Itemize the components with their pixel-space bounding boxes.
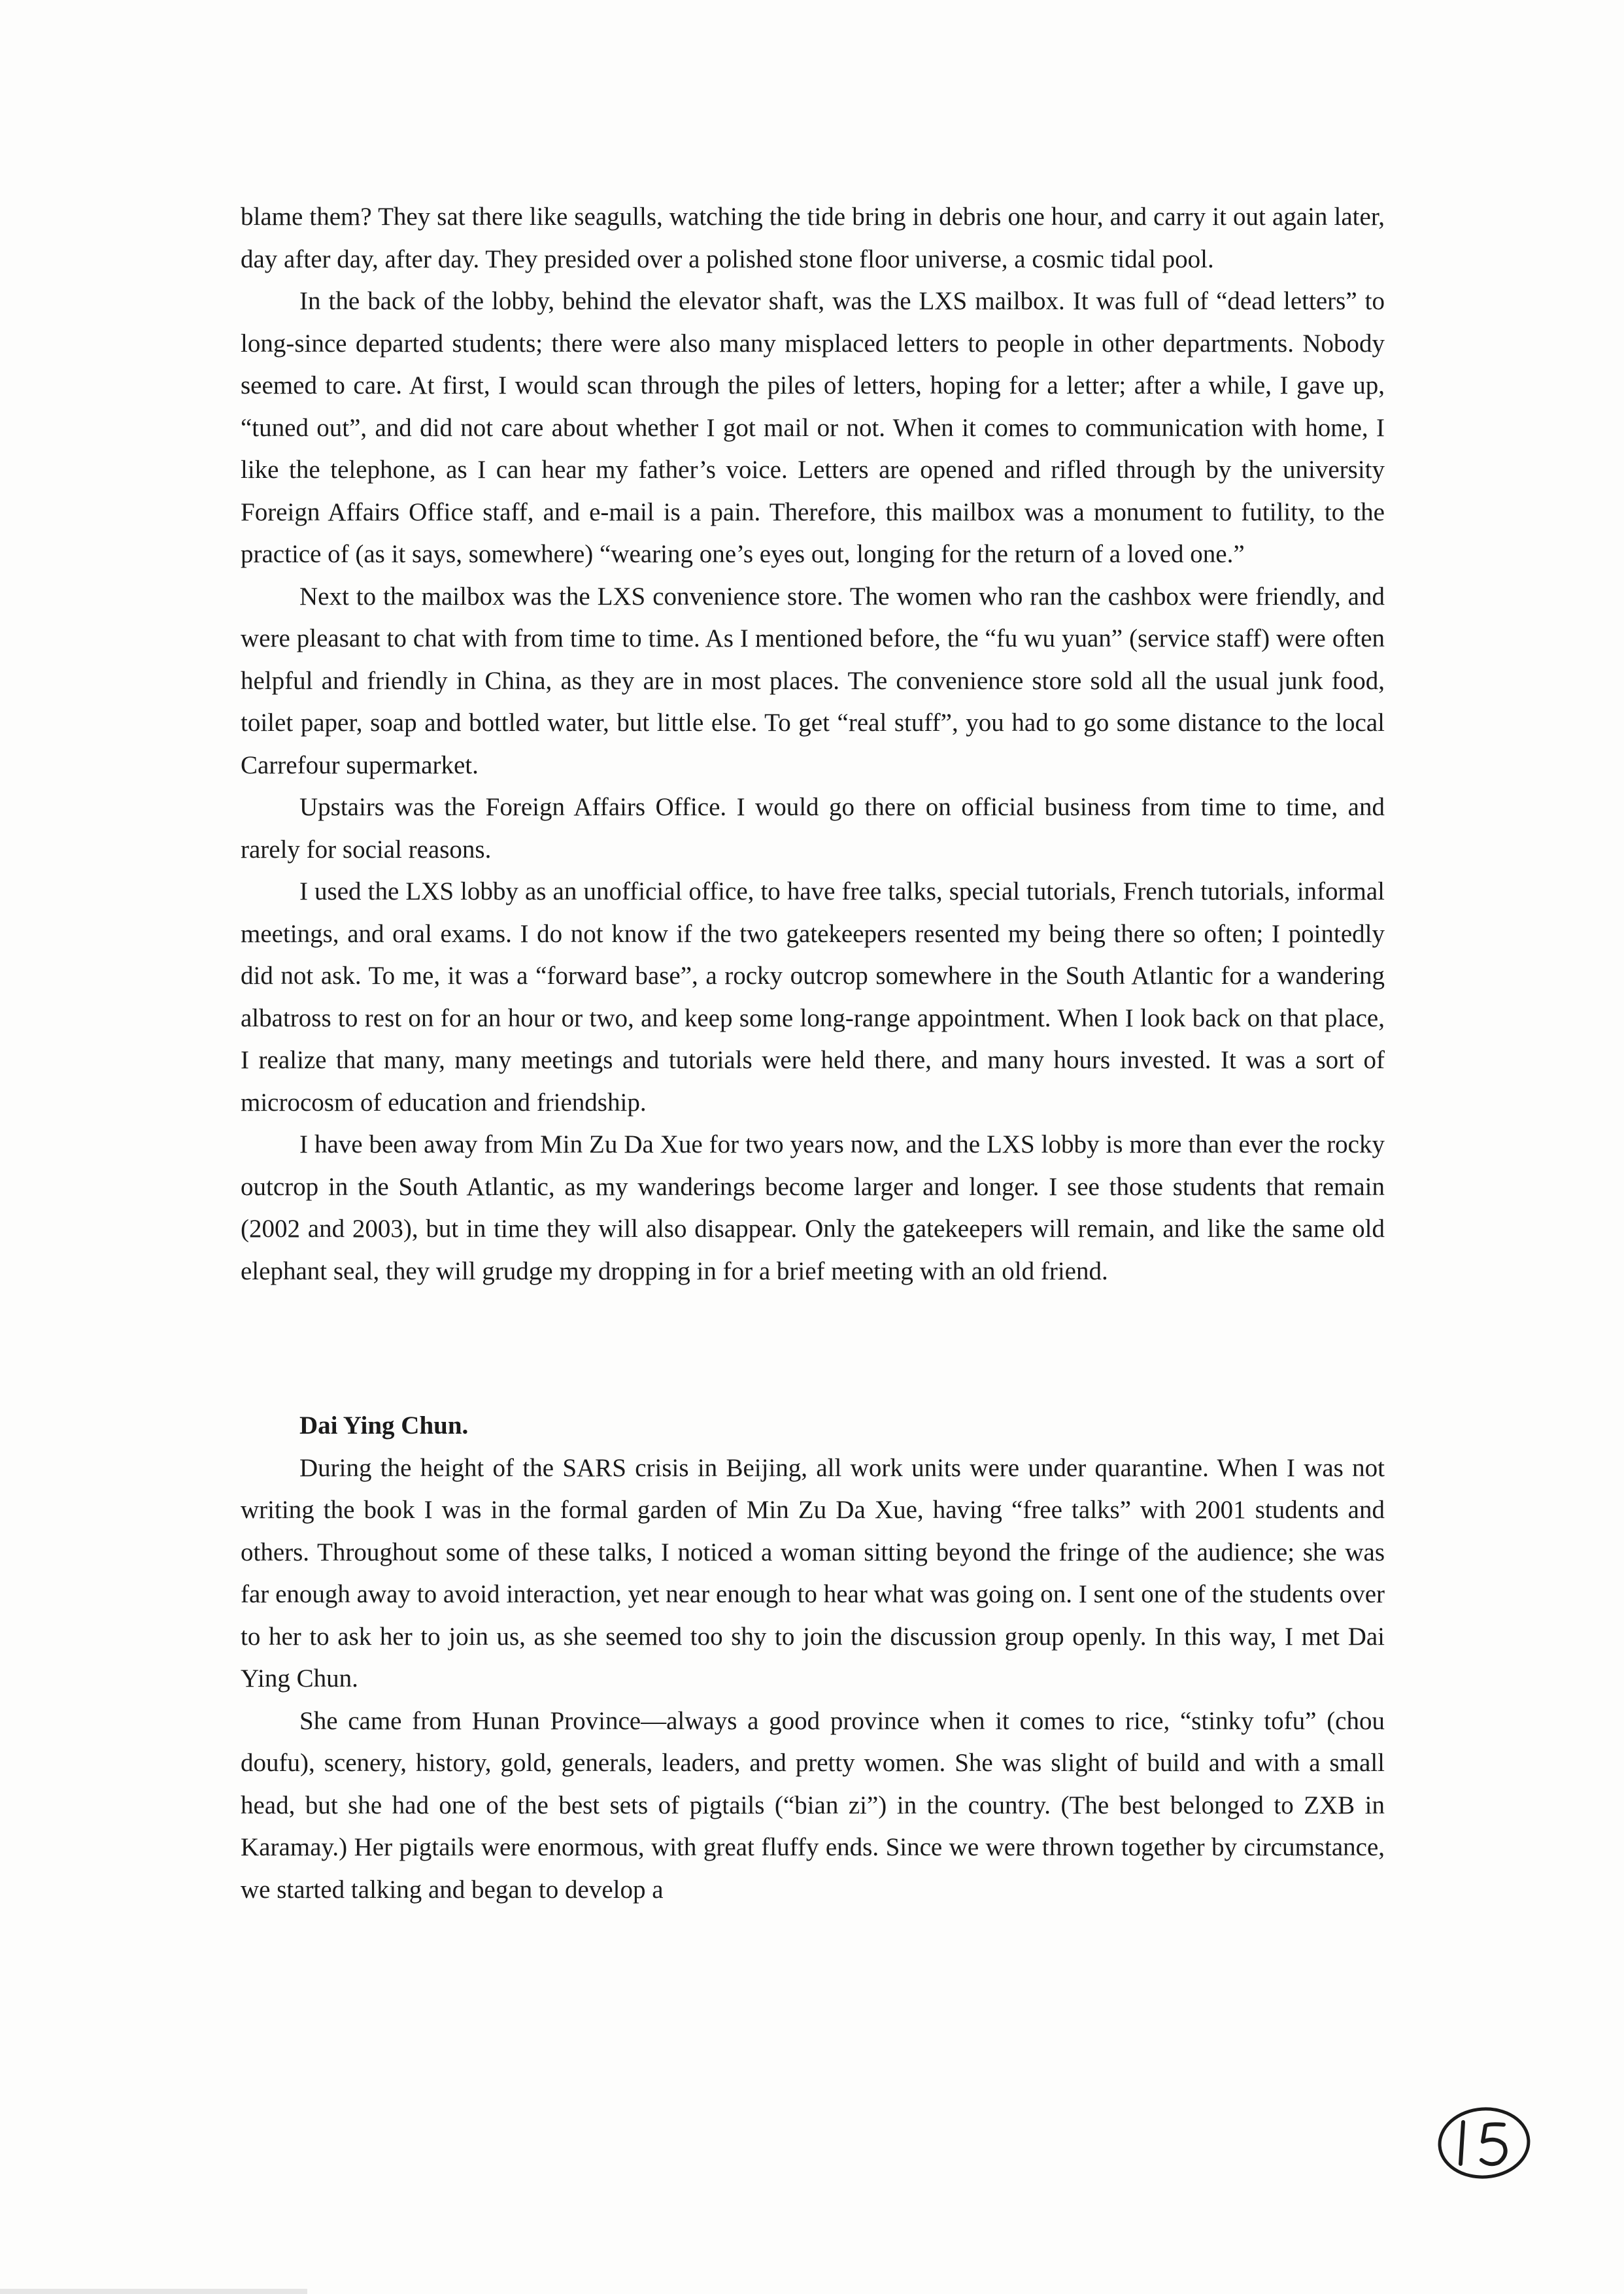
paragraph-mailbox: In the back of the lobby, behind the elevator shaft, was the LXS mailbox. It was full of “dead letters” to long-since departed students; there were also many misplaced letters to people in other departments. Nobody seemed to care. At first, I would scan through the piles of letters, hoping for a letter; after a while, I gave up, “tuned out”, and did not care about whether I got mail or not. When it comes to communication with home, I like the telephone, as I can hear my father’s voice. Letters are opened and rifled through by the university Foreign Affairs Office staff, and e-mail is a pain. Therefore, this mailbox was a monument to futility, to the practice of (as it says, somewhere) “wearing one’s eyes out, longing for the return of a loved one.” (241, 287, 1385, 568)
section-heading: Dai Ying Chun. (299, 1411, 469, 1440)
body-text (241, 196, 1385, 1911)
handwritten-page-number (1436, 2104, 1532, 2182)
paragraph-sars-crisis: During the height of the SARS crisis in Beijing, all work units were under quarantine. When I was not writing the book I was in the formal garden of Min Zu Da Xue, having “free talks” with 2001 students and others. Throughout some of these talks, I noticed a woman sitting beyond the fringe of the audience; she was far enough away to avoid interaction, yet near enough to hear what was going on. I sent one of the students over to her to ask her to join us, as she seemed too shy to join the discussion group openly. In this way, I met Dai Ying Chun. (241, 1453, 1385, 1693)
section-spacer (241, 1292, 1385, 1405)
scan-edge (0, 2289, 307, 2294)
paragraph-foreign-affairs-office: Upstairs was the Foreign Affairs Office. I would go there on official business from time to time, and rarely for social reasons. (241, 793, 1385, 864)
paragraph-two-years-away: I have been away from Min Zu Da Xue for two years now, and the LXS lobby is more than ever the rocky outcrop in the South Atlantic, as my wanderings become larger and longer. I see those students that remain (2002 and 2003), but in time they will also disappear. Only the gatekeepers will remain, and like the same old elephant seal, they will grudge my dropping in for a brief meeting with an old friend. (241, 1130, 1385, 1285)
paragraph-convenience-store: Next to the mailbox was the LXS convenience store. The women who ran the cashbox were friendly, and were pleasant to chat with from time to time. As I mentioned before, the “fu wu yuan” (service staff) were often helpful and friendly in China, as they are in most places. The convenience store sold all the usual junk food, toilet paper, soap and bottled water, but little else. To get “real stuff”, you had to go some distance to the local Carrefour supermarket. (241, 582, 1385, 779)
paragraph-hunan-province: She came from Hunan Province—always a good province when it comes to rice, “stinky tofu” (chou doufu), scenery, history, gold, generals, leaders, and pretty women. She was slight of build and with a small head, but she had one of the best sets of pigtails (“bian zi”) in the country. (The best belonged to ZXB in Karamay.) Her pigtails were enormous, with great fluffy ends. Since we were thrown together by circumstance, we started talking and began to develop a (241, 1706, 1385, 1904)
paragraph-lobby-office: I used the LXS lobby as an unofficial office, to have free talks, special tutorials, French tutorials, informal meetings, and oral exams. I do not know if the two gatekeepers resented my being there so often; I pointedly did not ask. To me, it was a “forward base”, a rocky outcrop somewhere in the South Atlantic for a wandering albatross to rest on for an hour or two, and keep some long-range appointment. When I look back on that place, I realize that many, many meetings and tutorials were held there, and many hours invested. It was a sort of microcosm of education and friendship. (241, 877, 1385, 1117)
circled-number-icon (1436, 2104, 1532, 2182)
paragraph-continued: blame them? They sat there like seagulls, watching the tide bring in debris one hour, and carry it out again later, day after day, after day. They presided over a polished stone floor universe, a cosmic tidal pool. (241, 203, 1385, 273)
